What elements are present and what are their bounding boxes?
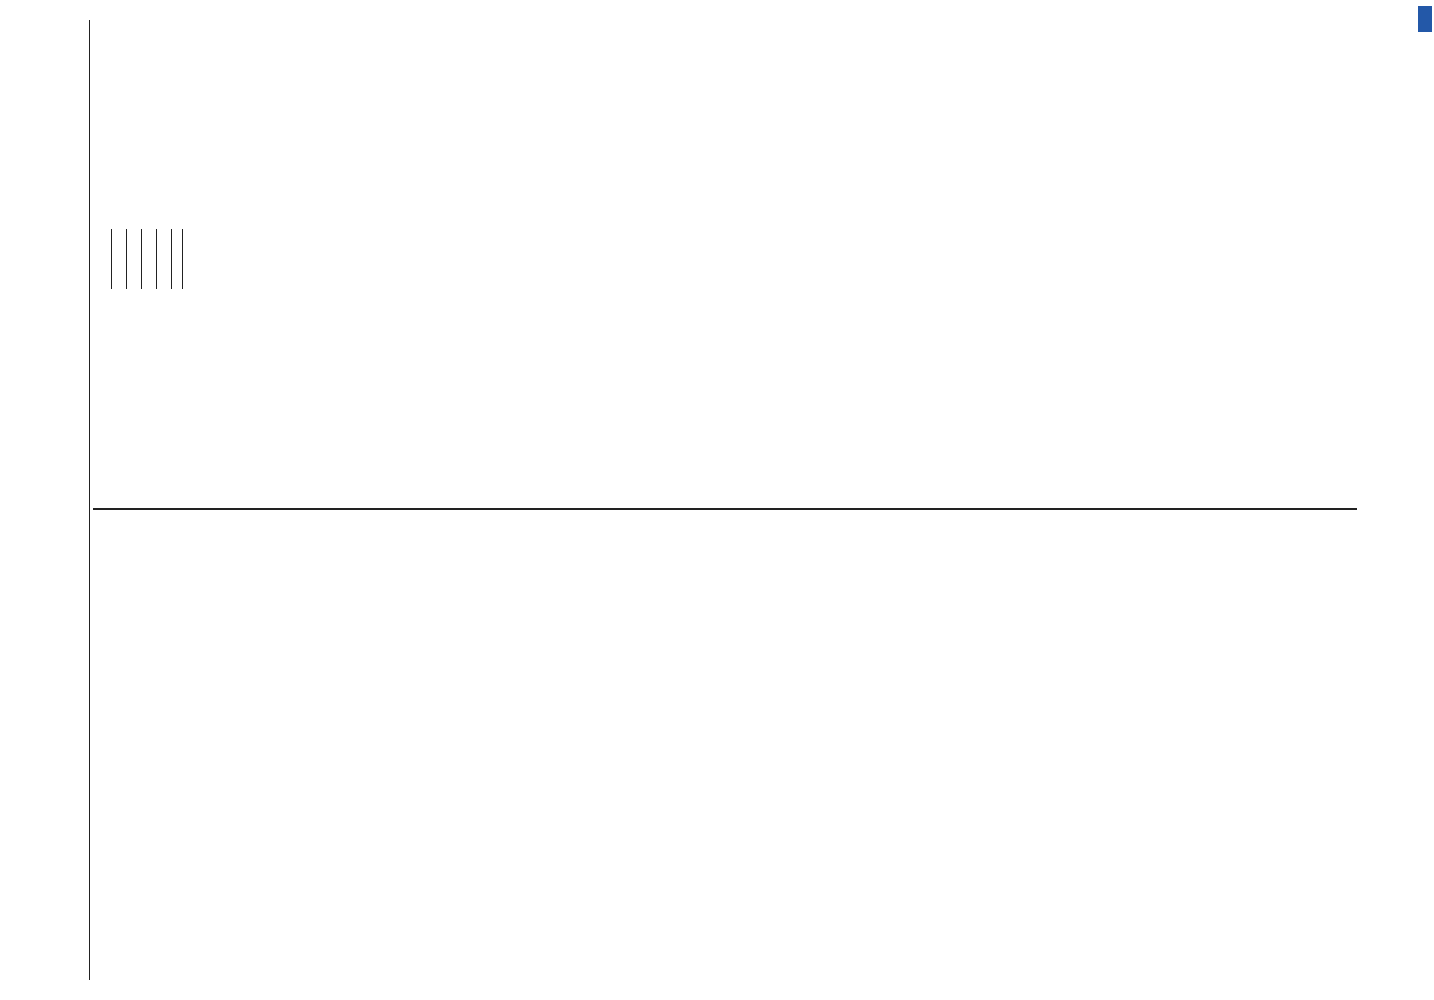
separator: [156, 229, 157, 289]
separator: [126, 229, 127, 289]
page-header: [57, 20, 90, 980]
separator: [111, 229, 112, 289]
column-divider: [93, 509, 1357, 511]
dfg-logo: [1418, 6, 1432, 32]
rotated-page-content: [57, 20, 1357, 980]
separator: [182, 229, 183, 289]
separator: [141, 229, 142, 289]
separator: [171, 229, 172, 289]
motions-column: [97, 20, 193, 498]
